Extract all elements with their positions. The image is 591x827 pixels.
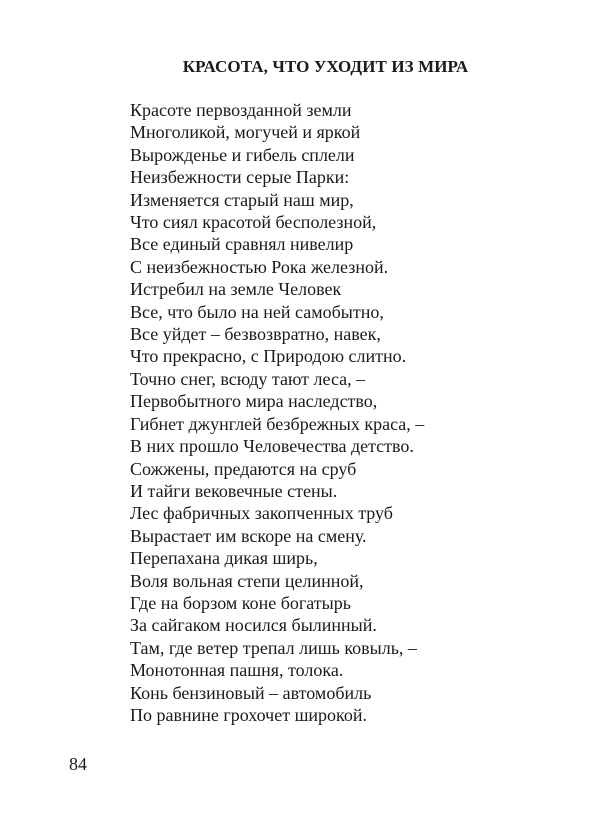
- poem-line: Вырастает им вскоре на смену.: [130, 525, 367, 546]
- poem-line: Многоликой, могучей и яркой: [130, 122, 361, 143]
- poem-title: КРАСОТА, ЧТО УХОДИТ ИЗ МИРА: [182, 57, 469, 76]
- poem-line: Вырожденье и гибель сплели: [130, 144, 355, 165]
- poem-line: Гибнет джунглей безбрежных краса, –: [130, 413, 425, 434]
- poem-line: Первобытного мира наследство,: [130, 391, 378, 412]
- page-number: 84: [69, 754, 87, 774]
- poem-line: Все уйдет – безвозвратно, навек,: [130, 324, 381, 345]
- poem-line: С неизбежностью Рока железной.: [130, 256, 389, 277]
- poem-line: И тайги вековечные стены.: [130, 480, 338, 501]
- poem-line: Перепахана дикая ширь,: [130, 548, 318, 569]
- poem-line: Лес фабричных закопченных труб: [130, 503, 393, 524]
- poem-line: За сайгаком носился былинный.: [130, 615, 377, 636]
- poem-line: По равнине грохочет широкой.: [130, 704, 368, 725]
- poem-line: Изменяется старый наш мир,: [130, 189, 354, 210]
- poem-line: Красоте первозданной земли: [130, 100, 352, 120]
- poem-line: Что сиял красотой бесполезной,: [130, 212, 377, 233]
- poem-line: Монотонная пашня, толока.: [130, 660, 344, 681]
- poem-line: Воля вольная степи целинной,: [130, 570, 364, 591]
- poem-line: В них прошло Человечества детство.: [130, 436, 414, 457]
- poem-body: [130, 99, 424, 726]
- poem-line: Истребил на земле Человек: [130, 279, 342, 300]
- poem-line: Где на борзом коне богатырь: [130, 592, 351, 613]
- poem-line: Точно снег, всюду тают леса, –: [130, 368, 366, 389]
- poem-line: Все, что было на ней самобытно,: [130, 301, 384, 322]
- poem-line: Конь бензиновый – автомобиль: [130, 682, 372, 703]
- poem-line: Что прекрасно, с Природою слитно.: [130, 346, 407, 367]
- poem-line: Сожжены, предаются на сруб: [130, 458, 357, 479]
- poem-line: Там, где ветер трепал лишь ковыль, –: [130, 637, 417, 658]
- poem-line: Все единый сравнял нивелир: [130, 234, 354, 255]
- poem-line: Неизбежности серые Парки:: [130, 167, 350, 188]
